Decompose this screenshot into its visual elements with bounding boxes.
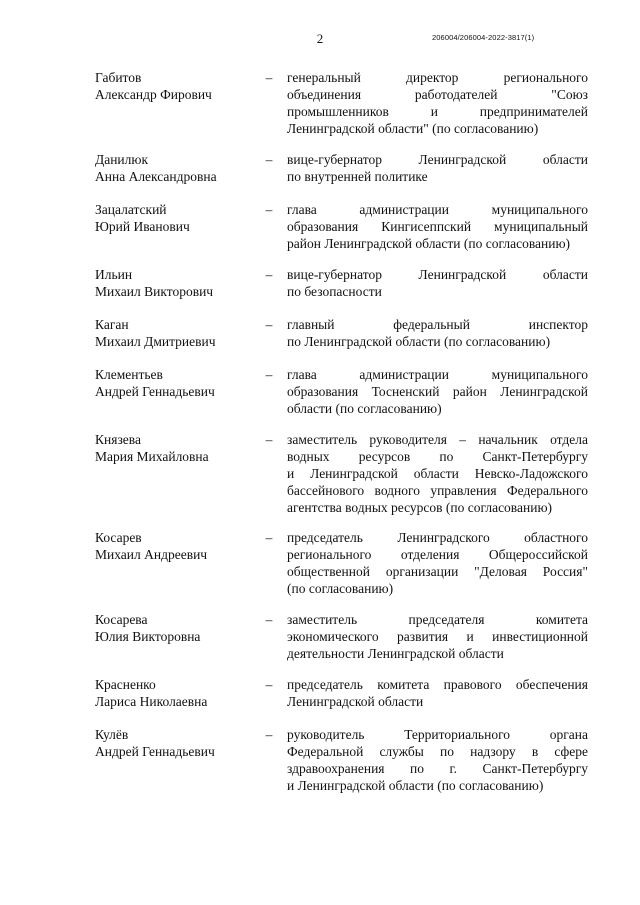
- member-name: [95, 316, 265, 350]
- member-position-line: председатель комитета правового обеспечения: [287, 677, 588, 692]
- member-given-names: Михаил Андреевич: [95, 547, 208, 562]
- member-position-line: руководитель Территориального органа: [287, 727, 588, 742]
- separator-dash: –: [265, 677, 273, 692]
- member-surname: Зацалатский: [95, 202, 167, 217]
- member-position: [287, 151, 588, 185]
- member-surname: Косарева: [95, 612, 148, 627]
- member-name: [95, 201, 265, 235]
- member-position-line: Ленинградской области" (по согласованию): [287, 121, 539, 136]
- member-name: [95, 266, 265, 300]
- member-position-line: (по согласованию): [287, 581, 394, 596]
- member-surname: Ильин: [95, 267, 133, 282]
- member-name: [95, 529, 265, 563]
- separator-dash: –: [265, 727, 273, 742]
- member-given-names: Мария Михайловна: [95, 449, 209, 464]
- member-position-line: регионального отделения Общероссийской: [287, 547, 588, 562]
- member-position-line: Федеральной службы по надзору в сфере: [287, 744, 588, 759]
- member-position: [287, 431, 588, 516]
- member-given-names: Анна Александровна: [95, 169, 217, 184]
- member-position-line: заместитель председателя комитета: [287, 612, 588, 627]
- member-given-names: Андрей Геннадьевич: [95, 384, 215, 399]
- member-position: [287, 726, 588, 794]
- member-position-line: председатель Ленинградского областного: [287, 530, 588, 545]
- member-name: [95, 69, 265, 103]
- separator-dash: –: [265, 432, 273, 447]
- member-position-line: по безопасности: [287, 284, 382, 299]
- member-name: [95, 611, 265, 645]
- member-position: [287, 69, 588, 137]
- page-number: 2: [316, 31, 324, 46]
- member-position-line: заместитель руководителя – начальник отдела: [287, 432, 588, 447]
- member-name: [95, 676, 265, 710]
- member-given-names: Андрей Геннадьевич: [95, 744, 215, 759]
- member-surname: Князева: [95, 432, 141, 447]
- member-name: [95, 151, 265, 185]
- member-name: [95, 431, 265, 465]
- separator-dash: –: [265, 367, 273, 382]
- member-position: [287, 366, 588, 417]
- member-position-line: общественной организации "Деловая Россия": [287, 564, 588, 579]
- separator-dash: –: [265, 152, 273, 167]
- member-position-line: вице-губернатор Ленинградской области: [287, 267, 588, 282]
- member-position-line: и Ленинградской области Невско-Ладожского: [287, 466, 588, 481]
- member-given-names: Юлия Викторовна: [95, 629, 201, 644]
- member-given-names: Лариса Николаевна: [95, 694, 208, 709]
- member-position-line: образования Тосненский район Ленинградской: [287, 384, 588, 399]
- member-position-line: агентства водных ресурсов (по согласованию): [287, 500, 553, 515]
- member-position-line: деятельности Ленинградской области: [287, 646, 504, 661]
- separator-dash: –: [265, 202, 273, 217]
- member-position-line: и Ленинградской области (по согласованию): [287, 778, 544, 793]
- separator-dash: –: [265, 267, 273, 282]
- member-position-line: водных ресурсов по Санкт-Петербургу: [287, 449, 588, 464]
- member-position-line: район Ленинградской области (по согласованию): [287, 236, 571, 251]
- member-position: [287, 266, 588, 300]
- member-position-line: по внутренней политике: [287, 169, 428, 184]
- member-surname: Кулёв: [95, 727, 129, 742]
- member-surname: Габитов: [95, 70, 142, 85]
- member-position-line: объединения работодателей "Союз: [287, 87, 588, 102]
- member-position-line: образования Кингисеппский муниципальный: [287, 219, 588, 234]
- member-position: [287, 676, 588, 710]
- separator-dash: –: [265, 530, 273, 545]
- member-surname: Красненко: [95, 677, 156, 692]
- separator-dash: –: [265, 612, 273, 627]
- member-name: [95, 366, 265, 400]
- member-surname: Косарев: [95, 530, 142, 545]
- member-position-line: главный федеральный инспектор: [287, 317, 588, 332]
- member-surname: Клементьев: [95, 367, 163, 382]
- separator-dash: –: [265, 70, 273, 85]
- member-position-line: бассейнового водного управления Федерального: [287, 483, 588, 498]
- member-surname: Каган: [95, 317, 129, 332]
- member-position: [287, 201, 588, 252]
- member-position-line: промышленников и предпринимателей: [287, 104, 588, 119]
- member-given-names: Михаил Дмитриевич: [95, 334, 216, 349]
- member-position-line: глава администрации муниципального: [287, 202, 588, 217]
- document-id: 206004/206004-2022-3817(1): [432, 33, 535, 42]
- member-position-line: вице-губернатор Ленинградской области: [287, 152, 588, 167]
- member-given-names: Александр Фирович: [95, 87, 212, 102]
- member-position-line: Ленинградской области: [287, 694, 424, 709]
- member-given-names: Юрий Иванович: [95, 219, 190, 234]
- member-given-names: Михаил Викторович: [95, 284, 214, 299]
- member-position-line: экономического развития и инвестиционной: [287, 629, 588, 644]
- member-surname: Данилюк: [95, 152, 149, 167]
- separator-dash: –: [265, 317, 273, 332]
- member-position-line: глава администрации муниципального: [287, 367, 588, 382]
- member-position-line: генеральный директор регионального: [287, 70, 588, 85]
- member-position-line: по Ленинградской области (по согласованию): [287, 334, 551, 349]
- member-name: [95, 726, 265, 760]
- member-position: [287, 529, 588, 597]
- member-position: [287, 316, 588, 350]
- member-position-line: области (по согласованию): [287, 401, 442, 416]
- member-position-line: здравоохранения по г. Санкт-Петербургу: [287, 761, 588, 776]
- member-position: [287, 611, 588, 662]
